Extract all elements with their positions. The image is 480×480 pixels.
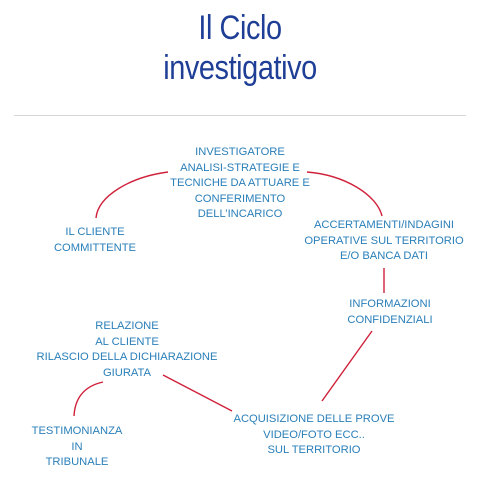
- node-cliente: [35, 225, 155, 256]
- node-relazione-line: GIURATA: [102, 366, 152, 379]
- node-investigatore-line: ANALISI-STRATEGIE E: [180, 161, 300, 174]
- node-acquisizione: [224, 412, 404, 459]
- node-testimonianza-line: TESTIMONIANZA: [31, 425, 123, 437]
- node-cliente-line: IL CLIENTE: [65, 226, 125, 238]
- node-testimonianza-line: TRIBUNALE: [45, 456, 109, 468]
- node-investigatore-line: INVESTIGATORE: [195, 146, 285, 158]
- title-line-1: Il Ciclo: [198, 9, 282, 47]
- node-accertamenti-line: E/O BANCA DATI: [339, 250, 429, 262]
- node-cliente-line: COMMITTENTE: [53, 241, 137, 254]
- node-investigatore-line: CONFERIMENTO: [194, 192, 286, 205]
- node-investigatore: [150, 145, 330, 223]
- connector-informazioni-to-acquisizione: [322, 331, 372, 401]
- node-accertamenti-line: OPERATIVE SUL TERRITORIO: [304, 234, 464, 247]
- node-investigatore-line: TECNICHE DA ATTUARE E: [170, 177, 310, 189]
- title-line-2: investigativo: [163, 49, 317, 87]
- node-investigatore-line: DELL’INCARICO: [197, 208, 283, 220]
- node-accertamenti-line: ACCERTAMENTI/INDAGINI: [313, 219, 455, 231]
- node-relazione-line: RELAZIONE: [95, 320, 159, 332]
- node-testimonianza: [22, 424, 132, 471]
- node-acquisizione-line: SUL TERRITORIO: [267, 444, 361, 456]
- node-informazioni-line: CONFIDENZIALI: [347, 313, 433, 326]
- node-accertamenti: [294, 218, 474, 265]
- node-relazione: [27, 319, 227, 381]
- node-informazioni-line: INFORMAZIONI: [349, 298, 431, 310]
- node-acquisizione-line: VIDEO/FOTO ECC..: [263, 428, 365, 441]
- node-testimonianza-line: IN: [71, 440, 83, 453]
- node-informazioni: [320, 297, 460, 328]
- connector-relazione-to-testimonianza: [74, 382, 103, 416]
- node-relazione-line: AL CLIENTE: [95, 335, 159, 348]
- node-relazione-line: RILASCIO DELLA DICHIARAZIONE: [36, 351, 218, 363]
- node-acquisizione-line: ACQUISIZIONE DELLE PROVE: [233, 413, 395, 425]
